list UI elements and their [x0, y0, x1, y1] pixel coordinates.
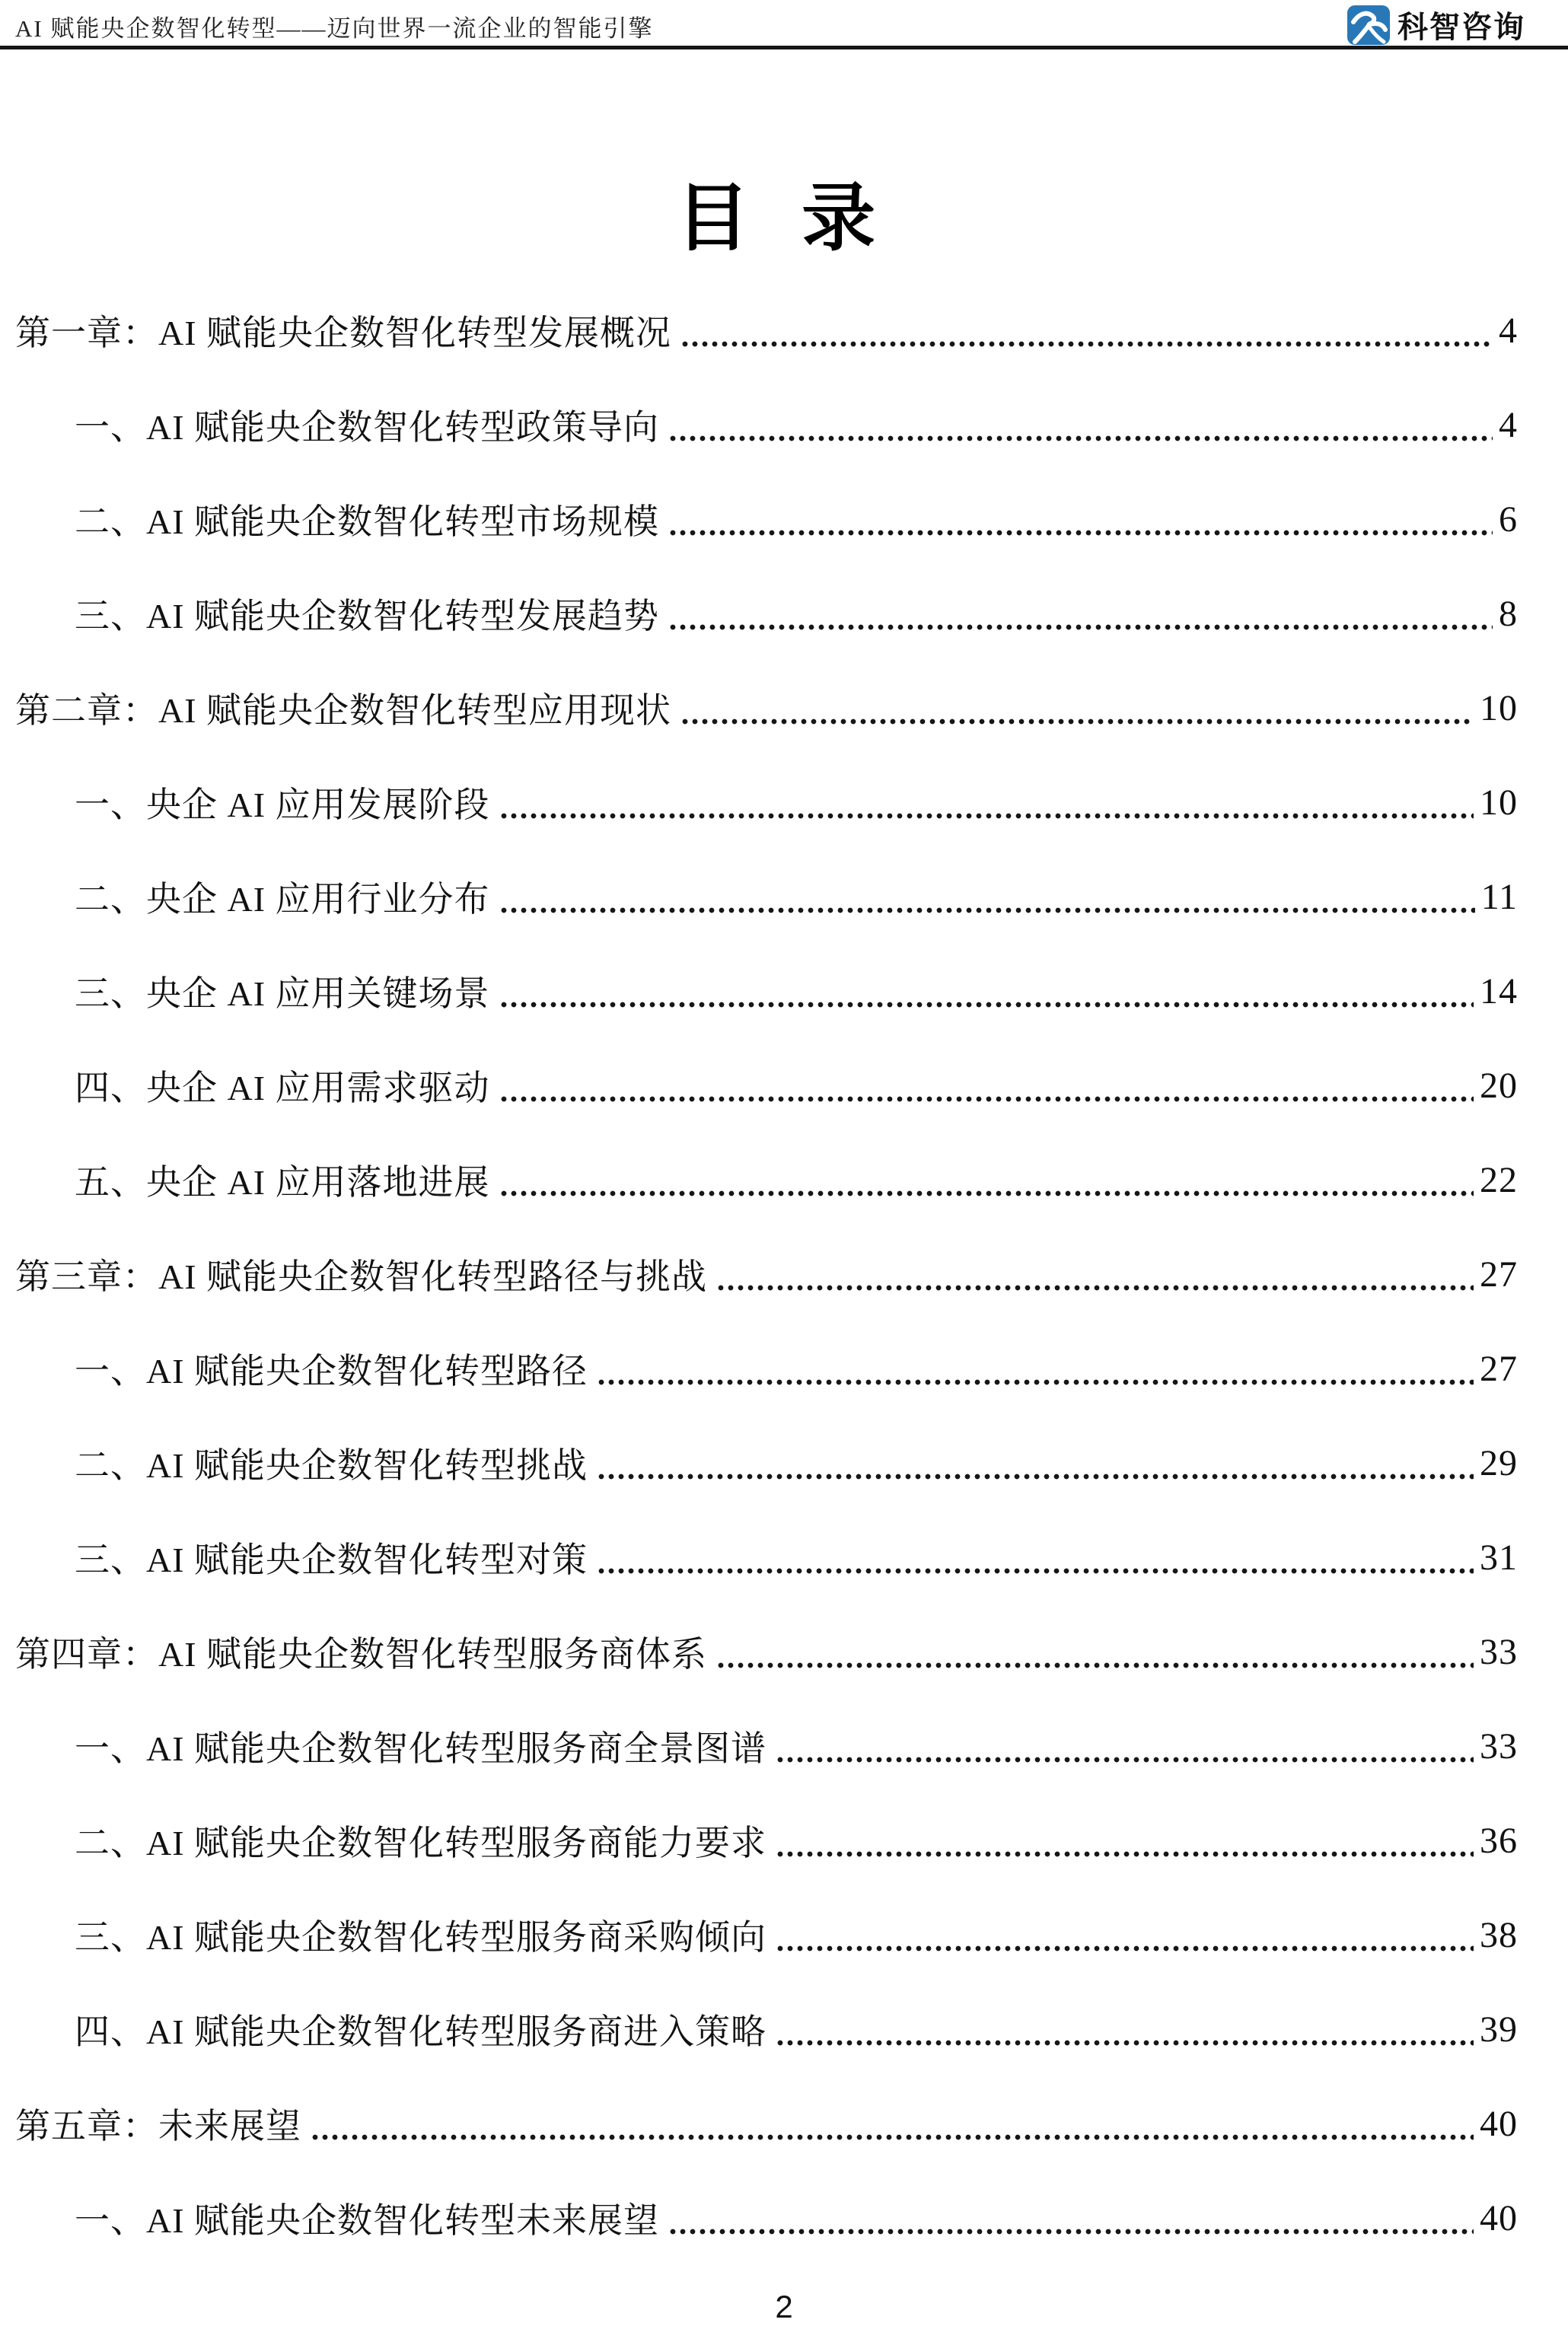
toc-entry-page: 39 [1480, 2009, 1518, 2050]
toc-entry[interactable] [0, 1888, 1568, 1982]
toc-list [0, 283, 1568, 2265]
toc-leader-dots [682, 718, 1474, 725]
toc-entry[interactable] [0, 1793, 1568, 1888]
toc-entry[interactable] [0, 755, 1568, 849]
toc-entry-label: 一、AI 赋能央企数智化转型服务商全景图谱 [75, 1729, 767, 1768]
toc-entry-label: 四、AI 赋能央企数智化转型服务商进入策略 [75, 2012, 767, 2051]
toc-entry[interactable] [0, 2171, 1568, 2265]
toc-entry-page: 27 [1480, 1254, 1518, 1295]
toc-entry[interactable] [0, 566, 1568, 661]
brand-logo [1347, 3, 1525, 46]
toc-entry-label: 第五章：未来展望 [15, 2107, 301, 2146]
toc-entry-label: 第二章：AI 赋能央企数智化转型应用现状 [15, 691, 672, 730]
toc-entry-page: 4 [1499, 404, 1518, 445]
toc-leader-dots [598, 1568, 1474, 1574]
toc-entry[interactable] [0, 1321, 1568, 1416]
toc-entry[interactable] [0, 1982, 1568, 2076]
toc-entry-label: 三、AI 赋能央企数智化转型对策 [75, 1540, 588, 1579]
toc-leader-dots [682, 341, 1493, 347]
toc-entry-page: 8 [1499, 593, 1518, 634]
toc-entry[interactable] [0, 472, 1568, 566]
toc-entry-page: 14 [1480, 970, 1518, 1012]
page-footer [0, 2289, 1568, 2325]
toc-entry[interactable] [0, 1133, 1568, 1227]
toc-entry-label: 一、央企 AI 应用发展阶段 [75, 785, 490, 824]
toc-entry-label: 第一章：AI 赋能央企数智化转型发展概况 [15, 314, 672, 352]
toc-leader-dots [598, 1379, 1474, 1385]
toc-entry-page: 40 [1480, 2103, 1518, 2144]
toc-entry-label: 三、央企 AI 应用关键场景 [75, 974, 490, 1013]
toc-entry[interactable] [0, 283, 1568, 378]
toc-entry-label: 第四章：AI 赋能央企数智化转型服务商体系 [15, 1635, 708, 1674]
toc-leader-dots [501, 1002, 1474, 1008]
toc-entry-label: 三、AI 赋能央企数智化转型发展趋势 [75, 597, 660, 636]
toc-leader-dots [670, 624, 1493, 630]
toc-entry[interactable] [0, 849, 1568, 944]
toc-title: 目 录 [675, 178, 893, 260]
toc-entry-page: 36 [1480, 1820, 1518, 1861]
toc-entry-page: 27 [1480, 1348, 1518, 1389]
page-number: 2 [775, 2289, 793, 2324]
header-divider [0, 46, 1568, 49]
toc-entry[interactable] [0, 1227, 1568, 1321]
brand-name: 科智咨询 [1397, 11, 1525, 44]
toc-entry[interactable] [0, 661, 1568, 755]
toc-entry-label: 四、央企 AI 应用需求驱动 [75, 1069, 490, 1107]
toc-entry-label: 二、AI 赋能央企数智化转型挑战 [75, 1446, 588, 1485]
toc-leader-dots [718, 1662, 1474, 1668]
header-title: AI 赋能央企数智化转型——迈向世界一流企业的智能引擎 [15, 15, 654, 42]
page-header [15, 3, 1525, 46]
toc-leader-dots [501, 1190, 1474, 1196]
toc-entry-label: 五、央企 AI 应用落地进展 [75, 1163, 490, 1202]
toc-entry-label: 二、AI 赋能央企数智化转型服务商能力要求 [75, 1824, 767, 1862]
toc-entry[interactable] [0, 2076, 1568, 2171]
toc-entry-page: 11 [1480, 876, 1518, 917]
toc-entry-label: 一、AI 赋能央企数智化转型未来展望 [75, 2201, 660, 2240]
toc-leader-dots [598, 1474, 1474, 1480]
toc-entry-label: 一、AI 赋能央企数智化转型政策导向 [75, 408, 660, 447]
toc-leader-dots [777, 1757, 1474, 1763]
toc-entry-page: 10 [1480, 782, 1518, 823]
toc-leader-dots [670, 435, 1493, 441]
toc-leader-dots [718, 1285, 1474, 1291]
toc-leader-dots [670, 530, 1493, 536]
toc-leader-dots [777, 1945, 1474, 1952]
toc-entry[interactable] [0, 1699, 1568, 1793]
toc-entry-label: 一、AI 赋能央企数智化转型路径 [75, 1352, 588, 1391]
toc-entry-label: 二、央企 AI 应用行业分布 [75, 880, 490, 919]
toc-entry-page: 38 [1480, 1914, 1518, 1955]
toc-entry[interactable] [0, 1038, 1568, 1133]
toc-entry-page: 22 [1480, 1159, 1518, 1200]
toc-leader-dots [501, 1096, 1474, 1102]
toc-entry-page: 29 [1480, 1442, 1518, 1483]
toc-entry-label: 二、AI 赋能央企数智化转型市场规模 [75, 502, 660, 541]
toc-entry-page: 40 [1480, 2197, 1518, 2238]
toc-entry-page: 20 [1480, 1065, 1518, 1106]
toc-leader-dots [777, 1851, 1474, 1857]
toc-entry-page: 4 [1499, 310, 1518, 351]
toc-entry[interactable] [0, 1510, 1568, 1604]
toc-entry[interactable] [0, 944, 1568, 1038]
toc-entry-label: 三、AI 赋能央企数智化转型服务商采购倾向 [75, 1918, 767, 1957]
toc-entry[interactable] [0, 378, 1568, 472]
toc-entry[interactable] [0, 1604, 1568, 1699]
toc-entry[interactable] [0, 1416, 1568, 1510]
kezhi-logo-icon [1347, 5, 1390, 45]
toc-entry-page: 10 [1480, 687, 1518, 728]
toc-entry-page: 31 [1480, 1537, 1518, 1578]
toc-entry-label: 第三章：AI 赋能央企数智化转型路径与挑战 [15, 1257, 708, 1296]
toc-entry-page: 33 [1480, 1631, 1518, 1672]
toc-leader-dots [501, 907, 1475, 913]
toc-leader-dots [501, 813, 1474, 819]
toc-entry-page: 33 [1480, 1725, 1518, 1767]
toc-leader-dots [312, 2134, 1474, 2140]
toc-entry-page: 6 [1499, 499, 1518, 540]
toc-leader-dots [777, 2040, 1474, 2046]
toc-leader-dots [670, 2229, 1474, 2235]
